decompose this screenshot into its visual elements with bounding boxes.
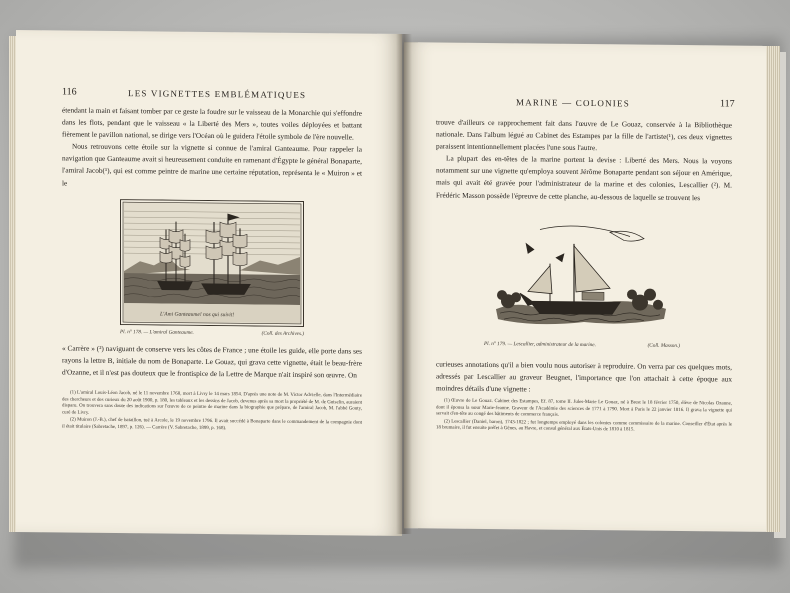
paragraph: trouve d'ailleurs ce rapprochement fait dans l'œuvre de Le Gouaz, conservée à la Bibliothèque nationale. Dans l'album légué au Cabinet des Estampes par la fille de l'artiste(¹), ces deux vignettes paraissent intentionnellement placées l'une sous l'autre.: [436, 117, 732, 153]
right-text-bottom: [436, 358, 732, 397]
figure-caption-right: [484, 341, 680, 349]
footnotes-left: [62, 390, 362, 435]
right-page-edges: [766, 46, 780, 532]
page-number-right: 117: [720, 98, 735, 110]
paragraph: curieuses annotations qu'il a bien voulu nous autoriser à reproduire. On verra par ces quelques mots, adressés par Lescallier au graveur Beugnet, l'importance que l'on attachait à cette époque aux moindres détails d'une vignette :: [436, 359, 732, 394]
footnote: (2) Muiron (J.-B.), chef de bataillon, tué à Arcole, le 19 novembre 1796. Il avait succédé à Bonaparte dans le commandement de la compagnie dont il était titulaire (Sabretache, 1897, p. 126). — Carrère (V. Sabretache, 1899, p. 168).: [62, 417, 362, 432]
plate-inscription: L'Ami Ganteaume! nos qui suivit!: [160, 311, 235, 319]
galley-ship: [520, 225, 644, 314]
footnote: (1) L'amiral Louis-Léon Jacob, né le 11 novembre 1768, mort à Livry le 14 mars 1854. D'après une note de M. Victor Advielle, dans l'Intermédiaire des chercheurs et des curieux du 20 août 1900, p. 180, les tableaux et les dessins de Jacob, devenus après sa mort la propriété de M. de Guiselin, auraient disparu. On trouvera sans doute des indications sur l'œuvre de ce peintre de marine dans la biographie que prépare, de l'amiral Jacob, M. l'abbé Gouty, curé de Livry.: [62, 390, 362, 416]
left-text-top: [62, 104, 362, 192]
ship-engraving: [120, 199, 304, 327]
book-gutter: [396, 34, 412, 534]
caption-text: Pl. n° 178. — L'amiral Ganteaume.: [120, 329, 194, 336]
right-page: [404, 42, 766, 532]
right-text-top: [436, 116, 732, 204]
paragraph: Nous retrouvons cette étoile sur la vignette si connue de l'amiral Ganteaume. Pour rappeler la navigation que Ganteaume avait si heureusement conduite en ramenant d'Égypte le général Bonaparte, l'amiral Jacob(¹), qui est comme peintre de marine une certaine réputation, représenta le « Muiron » et le: [62, 141, 362, 188]
figure-caption-left: [120, 329, 304, 337]
running-head-left: LES VIGNETTES EMBLÉMATIQUES: [128, 88, 307, 101]
paragraph: La plupart des en-têtes de la marine portent la devise : Liberté des Mers. Nous la voyons notamment sur une vignette qu'employa souvent Jérôme Bonaparte pendant son séjour en Amérique, mais qui avait été gravée pour l'administrateur de la marine et des colonies, Lescallier (²). M. Frédéric Masson possède l'épreuve de cette planche, au-dessous de laquelle se trouvent les: [436, 153, 732, 202]
footnotes-right: [436, 398, 732, 436]
left-text-bottom: [62, 342, 362, 381]
caption-credit: (Coll. des Archives.): [261, 330, 304, 337]
footnote: (1) Œuvre de Le Gouaz. Cabinet des Estampes, Ef. 87, tome II. Jules-Marie Le Gouaz, né à Brest le 18 février 1750, élève de Nicolas Ozanne, dont il épousa la sœur Marie-Jeanne. Graveur de l'Académie des sciences de 1771 à 1790. Mort à Paris le 22 janvier 1816. Il grava la vignette qui servait d'en-tête au congé des bâtiments de commerce français.: [436, 398, 732, 418]
galley-engraving: [490, 221, 670, 339]
left-page: [16, 30, 402, 536]
caption-credit: (Coll. Masson.): [647, 342, 680, 349]
footnote: (2) Lescallier (Daniel, baron), 1743-1822 ; fut longtemps employé dans les colonies comme commissaire de la marine. Conseiller d'État après le 18 brumaire, il fut ensuite préfet à Gênes, au Havre, et consul général aux États-Unis de 1810 à 1815.: [436, 419, 732, 433]
caption-text: Pl. n° 179. — Lescallier, administrateur de la marine.: [484, 340, 596, 349]
page-number-left: 116: [62, 86, 77, 98]
paragraph: « Carrère » (²) naviguant de conserve vers les côtes de France ; une étoile les guide, elle porte dans ses rayons la lettre B, initiale du nom de Bonaparte. Le Gouaz, qui grava cette vignette, était le beau-frère d'Ozanne, et il n'est pas douteux que le frontispice de la Lettre de Marque n'ait inspiré son œuvre. On: [62, 343, 362, 380]
lescallier-vignette: [490, 221, 670, 339]
paragraph: étendant la main et faisant tomber par ce geste la foudre sur le vaisseau de la Monarchie qui s'effondre dans les flots, pendant que le vaisseau « la Liberté des Mers », toutes voiles déployées et battant fièrement le pavillon national, se dirige vers l'Océan où le guidera l'étoile symbole de l'ère nouvelle.: [62, 105, 362, 142]
ganteaume-vignette: [120, 199, 304, 327]
running-head-right: MARINE — COLONIES: [516, 97, 630, 109]
